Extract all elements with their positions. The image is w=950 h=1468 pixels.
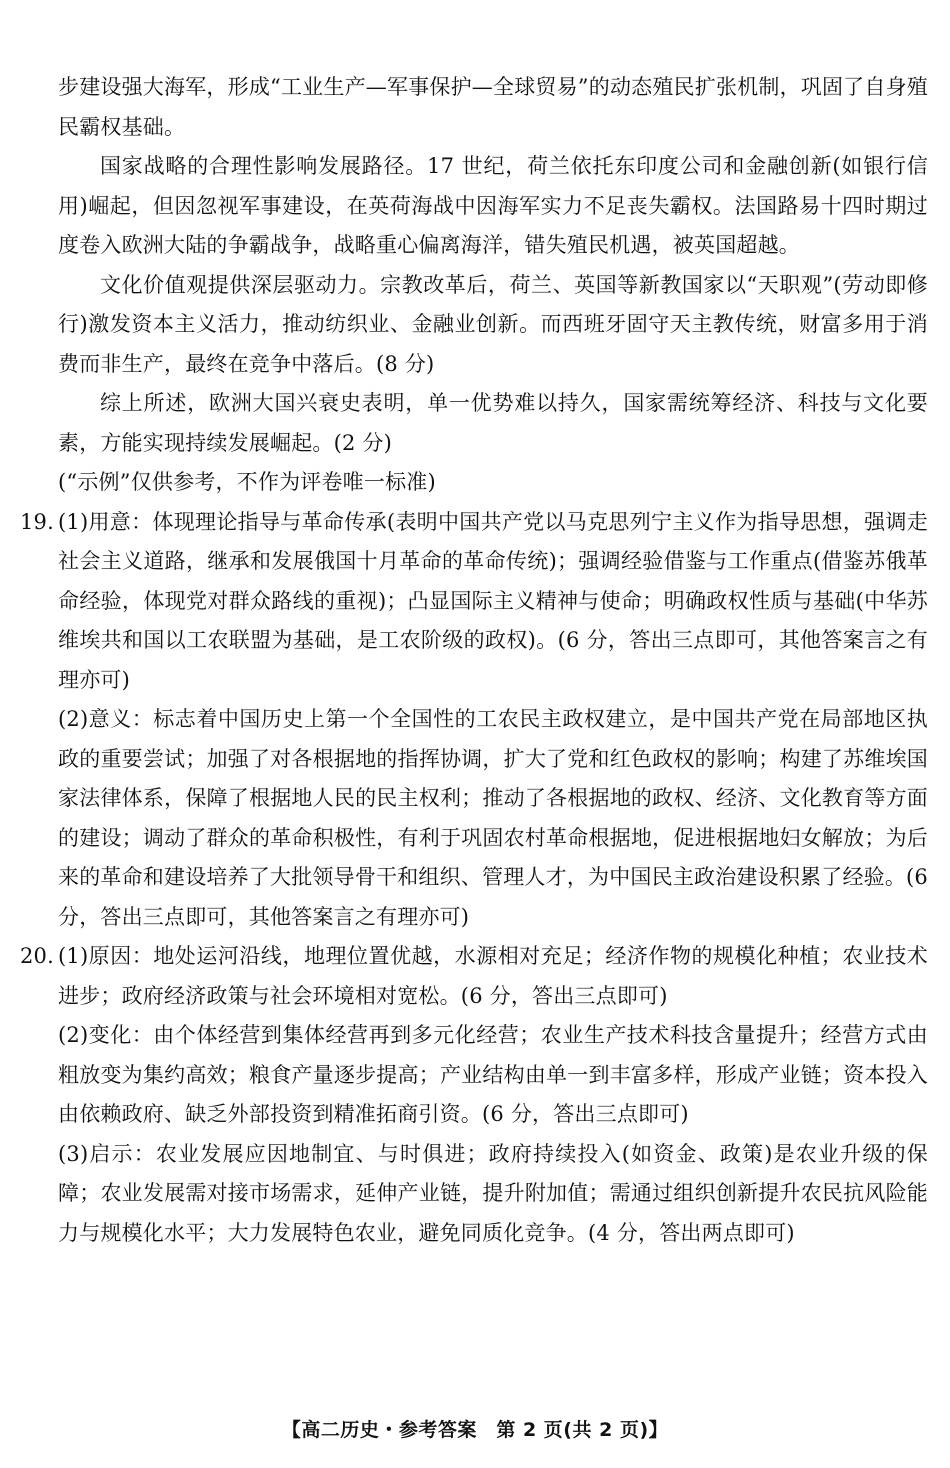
essay-paragraph-strategy: 国家战略的合理性影响发展路径。17 世纪，荷兰依托东印度公司和金融创新(如银行信用)崛起，但因忽视军事建设，在英荷海战中因海军实力不足丧失霸权。法国路易十四时期过度卷入欧洲大陆的争霸战争，战略重心偏离海洋，错失殖民机遇，被英国超越。 bbox=[58, 154, 928, 257]
answer-content bbox=[20, 68, 928, 1253]
question-20-number: 20. bbox=[20, 944, 54, 968]
question-20 bbox=[20, 937, 928, 1253]
question-20-part-3: (3)启示：农业发展应因地制宜、与时俱进；政府持续投入(如资金、政策)是农业升级的保障；农业发展需对接市场需求，延伸产业链，提升附加值；需通过组织创新提升农民抗风险能力与规模化水平；大力发展特色农业，避免同质化竞争。(4 分，答出两点即可) bbox=[58, 1141, 928, 1245]
question-19-part-2: (2)意义：标志着中国历史上第一个全国性的工农民主政权建立，是中国共产党在局部地区执政的重要尝试；加强了对各根据地的指挥协调，扩大了党和红色政权的影响；构建了苏维埃国家法律体系，保障了根据地人民的民主权利；推动了各根据地的政权、经济、文化教育等方面的建设；调动了群众的革命积极性，有利于巩固农村革命根据地，促进根据地妇女解放；为后来的革命和建设培养了大批领导骨干和组织、管理人才，为中国民主政治建设积累了经验。(6 分，答出三点即可，其他答案言之有理亦可) bbox=[58, 707, 928, 929]
example-note: (“示例”仅供参考，不作为评卷唯一标准) bbox=[58, 470, 436, 494]
question-20-part-1: (1)原因：地处运河沿线，地理位置优越，水源相对充足；经济作物的规模化种植；农业技术进步；政府经济政策与社会环境相对宽松。(6 分，答出三点即可) bbox=[58, 944, 928, 1008]
question-19-number: 19. bbox=[20, 509, 54, 534]
page-footer: 【高二历史・参考答案 第 2 页(共 2 页)】 bbox=[281, 1419, 669, 1441]
question-19-part-1: (1)用意：体现理论指导与革命传承(表明中国共产党以马克思列宁主义作为指导思想，强调走社会主义道路，继承和发展俄国十月革命的革命传统)；强调经验借鉴与工作重点(借鉴苏俄革命经验，体现党对群众路线的重视)；凸显国际主义精神与使命；明确政权性质与基础(中华苏维埃共和国以工农联盟为基础，是工农阶级的政权)。(6 分，答出三点即可，其他答案言之有理亦可) bbox=[58, 509, 928, 692]
essay-paragraph-conclusion: 综上所述，欧洲大国兴衰史表明，单一优势难以持久，国家需统筹经济、科技与文化要素，方能实现持续发展崛起。(2 分) bbox=[58, 391, 928, 455]
essay-paragraph-culture: 文化价值观提供深层驱动力。宗教改革后，荷兰、英国等新教国家以“天职观”(劳动即修行)激发资本主义活力，推动纺织业、金融业创新。而西班牙固守天主教传统，财富多用于消费而非生产，最终在竞争中落后。(8 分) bbox=[58, 272, 928, 376]
essay-paragraph-continuation: 步建设强大海军，形成“工业生产—军事保护—全球贸易”的动态殖民扩张机制，巩固了自身殖民霸权基础。 bbox=[58, 75, 928, 139]
question-19 bbox=[20, 503, 928, 938]
question-20-part-2: (2)变化：由个体经营到集体经营再到多元化经营；农业生产技术科技含量提升；经营方式由粗放变为集约高效；粮食产量逐步提高；产业结构由单一到丰富多样，形成产业链；资本投入由依赖政府、缺乏外部投资到精准拓商引资。(6 分，答出三点即可) bbox=[58, 1023, 928, 1126]
